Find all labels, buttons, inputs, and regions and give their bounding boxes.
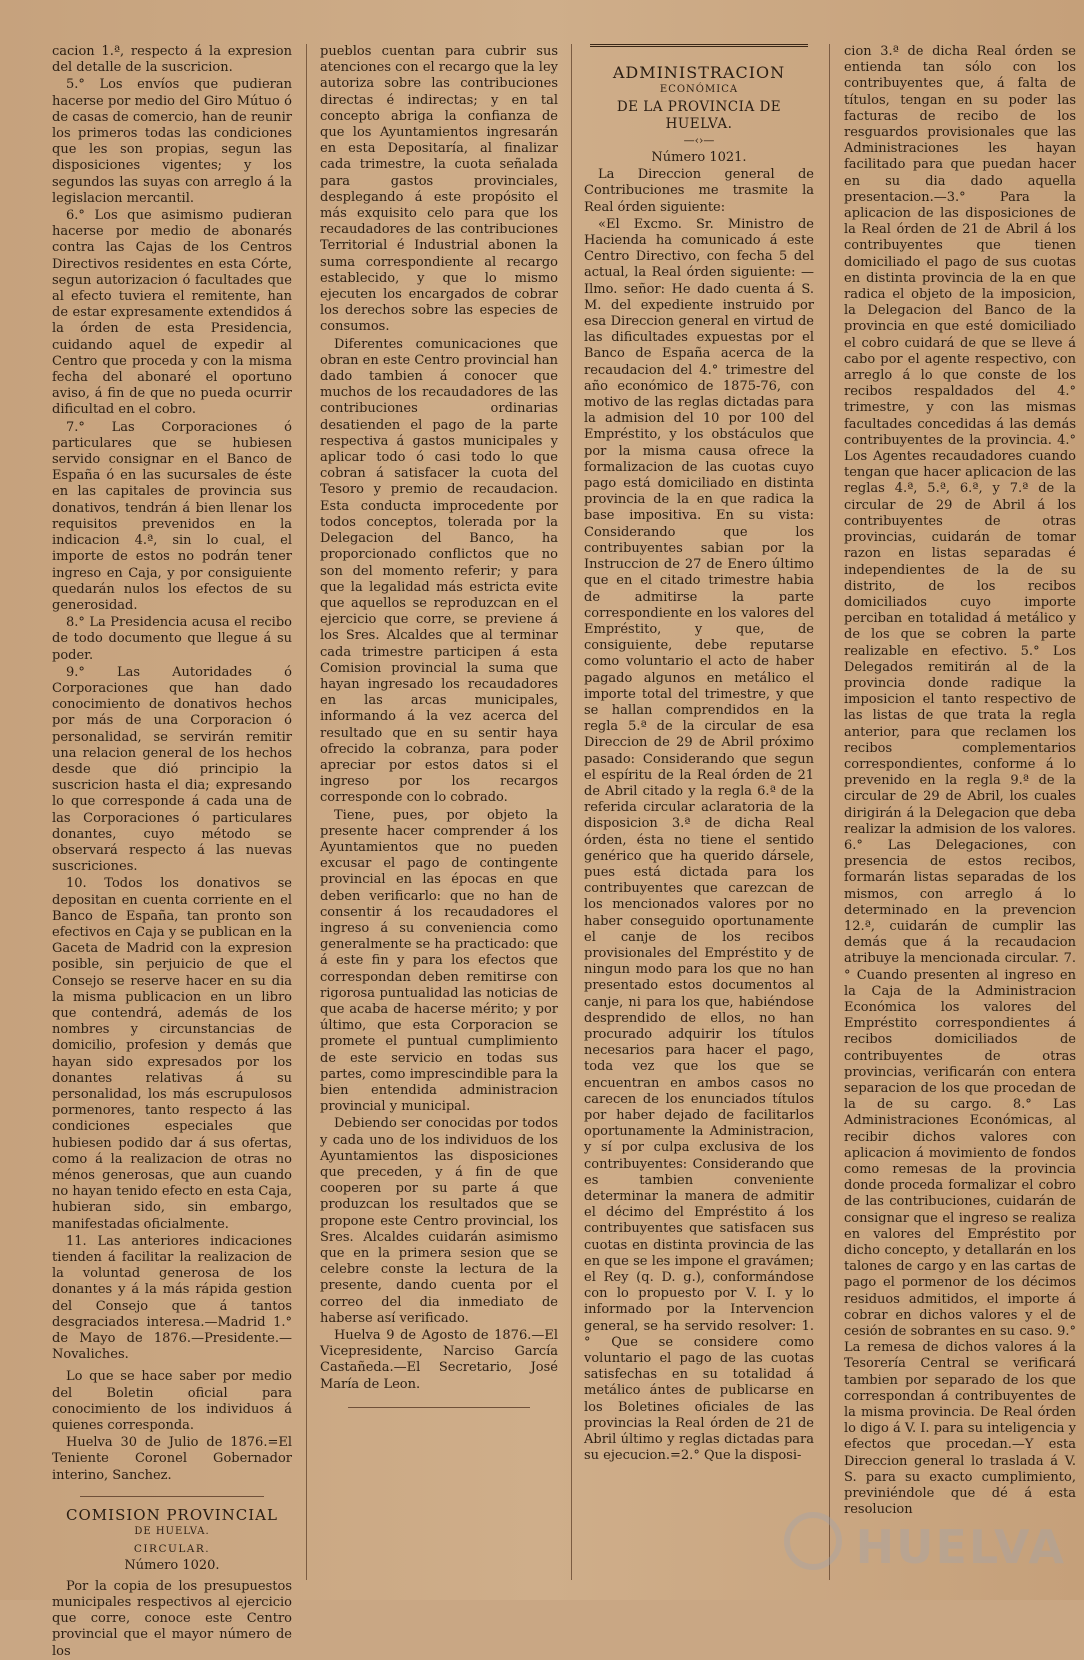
signature-block: Huelva 30 de Julio de 1876.=El Teniente Coronel Gobernador interino, Sanchez. (52, 1435, 292, 1483)
paragraph: 5.° Los envíos que pudieran hacerse por medio del Giro Mútuo ó de casas de comercio, han de reunir los primeros todas las condiciones que les son propias, segun las disposiciones vigentes; y los segundos las suyas con arreglo á la legislacion mercantil. (52, 77, 292, 206)
paragraph: 9.° Las Autoridades ó Corporaciones que han dado conocimiento de donativos hechos por más de una Corporacion ó personalidad, se servirán remitir una relacion general de los hechos desde que dió principio la suscricion hasta el dia; expresando lo que corresponde á cada una de las Corporaciones ó particulares donantes, cuyo método se observará respecto á las nuevas suscriciones. (52, 664, 292, 875)
watermark-logo-icon (784, 1512, 842, 1570)
paragraph: Tiene, pues, por objeto la presente hacer comprender á los Ayuntamientos que no pueden excusar el pago de contingente provincial en las épocas en que deben verificarlo: que no han de consentir á los recaudadores el ingreso á su conveniencia como generalmente se ha practicado: que á este fin y para los efectos que correspondan deben remitirse con rigorosa puntualidad las noticias de que acaba de hacerse mérito; y por último, que esta Corporacion se promete el puntual cumplimiento de este servicio en todas sus partes, como imprescindible para la bien entendida administracion provincial y municipal. (320, 807, 558, 1115)
section-divider (348, 1407, 530, 1408)
column-divider (571, 44, 572, 1580)
circular-label: CIRCULAR. (133, 1543, 211, 1556)
column-2 (320, 44, 558, 1580)
paragraph: 7.° Las Corporaciones ó particulares que se hubiesen servido consignar en el Banco de España ó en las sucursales de éste en las capitales de provincia sus donativos, tendrán á bien llenar los requisitos prevenidos en la indicacion 4.ª, sin lo cual, el importe de estos no podrán tener ingreso en Caja, y por consiguiente quedarán nulos los efectos de su generosidad. (52, 419, 292, 613)
paragraph: Por la copia de los presupuestos municipales respectivos al ejercicio que corre, conoce este Centro provincial que el mayor número de los (52, 1578, 292, 1659)
paragraph: cacion 1.ª, respecto á la expresion del detalle de la suscricion. (52, 44, 292, 76)
paragraph: 10. Todos los donativos se depositan en cuenta corriente en el Banco de España, tan pronto son efectivos en Caja y se publican en la Gaceta de Madrid con la expresion posible, sin perjuicio de que el Consejo se reserve hacer en su dia la misma publicacion en un libro que contendrá, además de los nombres y circunstancias de domicilio, profesion y demás que hayan sido expresados por los donantes relativas á su personalidad, los más escrupulosos pormenores, tanto respecto á las condiciones especiales que hubiesen podido dar á sus ofertas, como á la realizacion de otras no ménos generosas, que aun cuando no hayan tenido efecto en esta Caja, hubieran sido, sin embargo, manifestadas oficialmente. (52, 876, 292, 1232)
paragraph: 6.° Los que asimismo pudieran hacerse por medio de abonarés contra las Cajas de los Centros Directivos residentes en esta Córte, segun autorizacion ó facultades que al efecto tuviera el remitente, han de estar expresamente extendidos á la órden de esta Presidencia, cuidando aquel de expedir al Centro que proceda y con la misma fecha del abonaré el oportuno aviso, á fin de que no pueda ocurrir dificultad en el cobro. (52, 208, 292, 418)
paragraph: «El Excmo. Sr. Ministro de Hacienda ha comunicado á este Centro Directivo, con fecha 5 del actual, la Real órden siguiente: —Ilmo. señor: He dado cuenta á S. M. del expediente instruido por esa Direccion general en virtud de las dificultades expuestas por el Banco de España acerca de la recaudacion del 4.° trimestre del año económico de 1875-76, con motivo de las reglas dictadas para la admision del 10 por 100 del Empréstito, y los obstáculos que por la misma causa ofrece la formalizacion de las cuotas cuyo pago está domiciliado en distinta provincia de la en que radica la base impositiva. En su vista: Considerando que los contribuyentes sabian por la Instruccion de 27 de Enero último que en el citado trimestre habia de admitirse la parte correspondiente en los valores del Empréstito, y que, de consiguiente, debe reputarse como voluntario el acto de haber pagado algunos en metálico el importe total del trimestre, y que se hallan comprendidos en la regla 5.ª de la circular de esa Direccion de 29 de Abril próximo pasado: Considerando que segun el espíritu de la Real órden de 21 de Abril citado y la regla 6.ª de la referida circular aclaratoria de la disposicion 3.ª de dicha Real órden, ésta no tiene el sentido genérico que ha querido dársele, pues está dictada para los contribuyentes que carezcan de los mencionados valores por no haber conseguido oportunamente el canje de los recibos provisionales del Empréstito y de ningun modo para los que no han presentado estos documentos al canje, ni para los que, habiéndose desprendido de ellos, no han procurado adquirir los títulos necesarios para hacer el pago, toda vez que los que se encuentran en ambos casos no carecen de los enunciados títulos por haber dejado de facilitarlos oportunamente la Administracion, y sí por culpa exclusiva de los contribuyentes: Considerando que es tambien conveniente determinar la manera de admitir el décimo del Empréstito á los contribuyentes que satisfacen sus cuotas en distinta provincia de las en que se les impone el gravámen; el Rey (q. D. g.), conformándose con lo propuesto por V. I. y lo informado por la Intervencion general, se ha servido resolver: 1.° Que se considere como voluntario el pago de las cuotas satisfechas en su totalidad á metálico ántes de publicarse en los Boletines oficiales de las provincias la Real órden de 21 de Abril último y reglas dictadas para su ejecucion.=2.° Que la disposi- (584, 216, 814, 1464)
column-3 (584, 44, 814, 1580)
province-line: DE LA PROVINCIA DE HUELVA. (616, 99, 782, 132)
section-divider (80, 1496, 264, 1497)
paragraph: 11. Las anteriores indicaciones tienden á facilitar la realizacion de la voluntad generosa de los donantes y á la más rápida gestion del Consejo que á tantos desgraciados interesa.—Madrid 1.° de Mayo de 1876.—Presidente.—Novaliches. (52, 1233, 292, 1363)
section-title-administracion: ADMINISTRACION (612, 63, 786, 82)
ornament: —‹›— (683, 133, 715, 147)
paragraph: Lo que se hace saber por medio del Boletin oficial para conocimiento de los individuos á quienes corresponda. (52, 1369, 292, 1434)
column-divider (829, 44, 830, 1580)
paragraph: Diferentes comunicaciones que obran en este Centro provincial han dado tambien á conocer que muchos de los recaudadores de las contribuciones ordinarias desatienden el pago de la parte respectiva á gastos municipales y aplicar todo ó casi todo lo que cobran á satisfacer la cuota del Tesoro y premio de recaudacion. Esta conducta improcedente por todos conceptos, tolerada por la Delegacion del Banco, ha proporcionado conflictos que no son del momento referir; y para que la legalidad más estricta evite que aquellos se reproduzcan en el ejercicio que corre, se previene á los Sres. Alcaldes que al terminar cada trimestre participen á esta Comision provincial la suma que hayan ingresado los recaudadores en las arcas municipales, informando á la vez acerca del resultado que en su sentir haya ofrecido la cobranza, para poder apreciar por estos datos si el ingreso por los recargos corresponde con lo cobrado. (320, 336, 558, 806)
paragraph: pueblos cuentan para cubrir sus atenciones con el recargo que la ley autoriza sobre las contribuciones directas é indirectas; y en tal concepto abriga la confianza de que los Ayuntamientos ingresarán en esta Depositaría, al finalizar cada trimestre, la cuota señalada para gastos provinciales, desplegando á este propósito el más exquisito celo para que los recaudadores de las contribuciones Territorial é Industrial abonen la suma correspondiente al recargo establecido, y que lo mismo ejecuten los encargados de cobrar los derechos sobre las especies de consumos. (320, 44, 558, 335)
signature-block: Huelva 9 de Agosto de 1876.—El Vicepresidente, Narciso García Castañeda.—El Secretario, José María de Leon. (320, 1328, 558, 1392)
section-title-comision: COMISION PROVINCIAL (66, 1505, 278, 1524)
watermark: HUELVA (855, 1520, 1066, 1574)
paragraph: La Direccion general de Contribuciones me trasmite la Real órden siguiente: (584, 167, 814, 215)
header-rule (590, 44, 808, 47)
column-4 (844, 44, 1076, 1580)
notice-number: Número 1020. (124, 1558, 220, 1574)
paragraph: 8.° La Presidencia acusa el recibo de todo documento que llegue á su poder. (52, 615, 292, 663)
column-1 (52, 44, 292, 1659)
section-subtitle: ECONÓMICA (659, 84, 739, 96)
paragraph: Debiendo ser conocidas por todos y cada uno de los individuos de los Ayuntamientos las disposiciones que preceden, y á fin de que cooperen por su parte á que produzcan los resultados que se propone este Centro provincial, los Sres. Alcaldes cuidarán asimismo que en la primera sesion que se celebre conste la lectura de la presente, dando cuenta por el correo del dia inmediato de haberse así verificado. (320, 1116, 558, 1326)
paragraph: cion 3.ª de dicha Real órden se entienda tan sólo con los contribuyentes que, á falta de títulos, tengan en su poder las facturas de recibo de los resguardos provisionales que las Administraciones les hayan facilitado para que puedan hacer en su dia dado aquella presentacion.—3.° Para la aplicacion de las disposiciones de la Real órden de 21 de Abril á los contribuyentes que tienen domiciliado el pago de sus cuotas en distinta provincia de la en que radica el objeto de la imposicion, la Delegacion del Banco de la provincia en que esté domiciliado el cobro cuidará de que se lleve á cabo por el agente respectivo, con arreglo á lo que conste de los recibos respaldados del 4.° trimestre, y con las mismas facultades concedidas á las demás contribuyentes de la provincia. 4.° Los Agentes recaudadores cuando tengan que hacer aplicacion de las reglas 4.ª, 5.ª, 6.ª, y 7.ª de la circular de 29 de Abril á los contribuyentes de otras provincias, cuidarán de tomar razon en listas separadas é independientes de la de su distrito, de los recibos domiciliados cuyo importe perciban en totalidad á metálico y de los que se cobren la parte realizable en efectivo. 5.° Los Delegados remitirán al de la provincia donde radique la imposicion el tanto respectivo de las listas de que trata la regla anterior, para que reclamen los recibos complementarios correspondientes, conforme á lo prevenido en la regla 9.ª de la circular de 29 de Abril, los cuales dirigirán á la Delegacion que deba realizar la admision de los valores. 6.° Las Delegaciones, con presencia de estos recibos, formarán listas separadas de los mismos, con arreglo á lo determinado en la prevencion 12.ª, cuidarán de cumplir las demás que á la recaudacion atribuye la mencionada circular. 7.° Cuando presenten al ingreso en la Caja de la Administracion Económica los valores del Empréstito correspondientes á recibos domiciliados de contribuyentes de otras provincias, verificarán con entera separacion de los que procedan de la de su cargo. 8.° Las Administraciones Económicas, al recibir dichos valores con aplicacion á movimiento de fondos como remesas de la provincia donde proceda formalizar el cobro de las contribuciones, cuidarán de consignar que el ingreso se realiza en valores del Empréstito por dicho concepto, y detallarán en los talones de cargo y en las cartas de pago el pormenor de los décimos residuos admitidos, el importe á cobrar en dichos valores y el de cesión de sobrantes en su caso. 9.° La remesa de dichos valores á la Tesorería Central se verificará tambien por separado de los que correspondan á contribuyentes de la misma provincia. De Real órden lo digo á V. I. para su inteligencia y efectos que procedan.—Y esta Direccion general lo traslada á V. S. para su exacto cumplimiento, previniéndole que dé á esta resolucion (844, 44, 1076, 1518)
section-subtitle: DE HUELVA. (134, 1526, 210, 1538)
notice-number: Número 1021. (651, 150, 747, 166)
column-divider (306, 44, 307, 1580)
